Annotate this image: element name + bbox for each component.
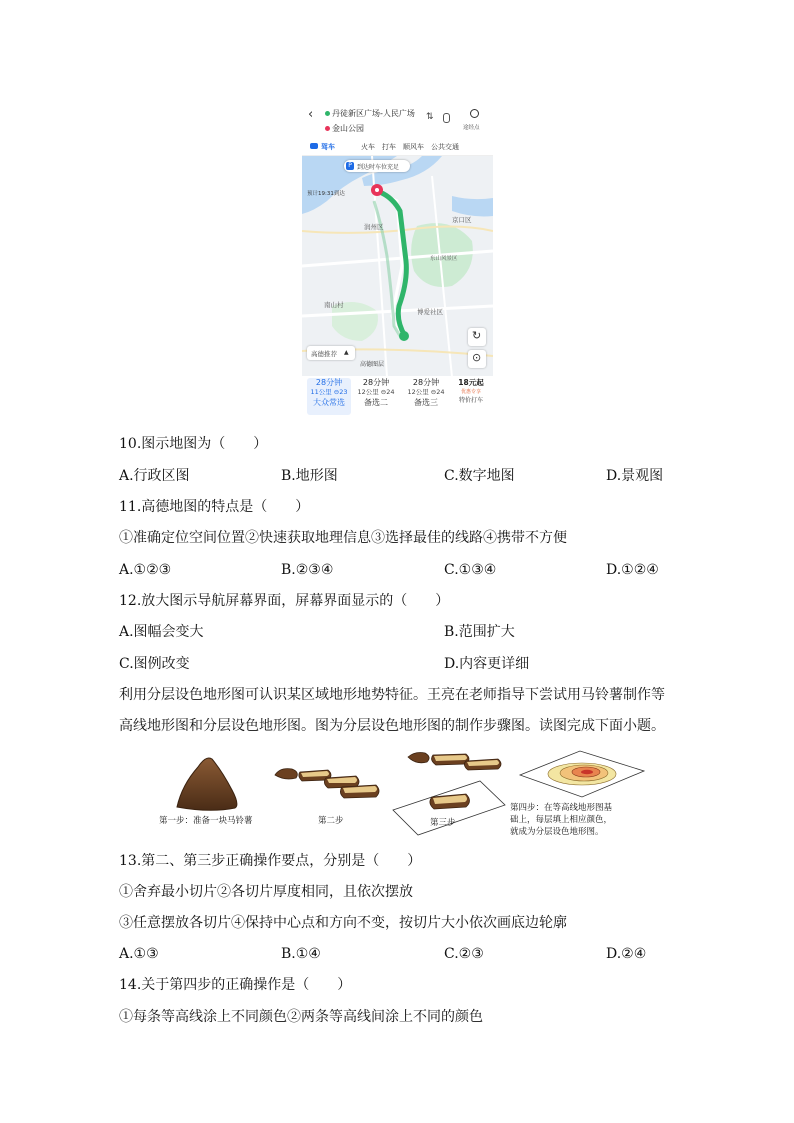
q12-option-a[interactable]: A.图幅会变大 bbox=[119, 624, 204, 640]
q11-statements: ①准确定位空间位置②快速获取地理信息③选择最佳的线路④携带不方便 bbox=[119, 530, 567, 546]
intro-line-2: 高线地形图和分层设色地形图。图为分层设色地形图的制作步骤图。读图完成下面小题。 bbox=[119, 718, 665, 734]
q11-option-c[interactable]: C.①③④ bbox=[444, 562, 497, 578]
caret-up-icon: ▲ bbox=[344, 349, 349, 356]
route-time: 28分钟 bbox=[362, 378, 390, 387]
layer-label[interactable]: 高德图层 bbox=[360, 361, 385, 368]
microphone-icon[interactable] bbox=[443, 113, 450, 123]
tab-taxi[interactable]: 打车 bbox=[382, 143, 396, 151]
step4-caption-line1: 第四步：在等高线地形图基 bbox=[510, 803, 613, 813]
recommend-label: 高德推荐 bbox=[311, 350, 337, 358]
q13-option-c[interactable]: C.②③ bbox=[444, 946, 484, 962]
route-options bbox=[302, 376, 493, 417]
map-label: 京口区 bbox=[452, 216, 472, 224]
eta-tip: 预计19:31到达 bbox=[307, 191, 345, 197]
route-time: 28分钟 bbox=[412, 378, 440, 387]
q13-stem: 13.第二、第三步正确操作要点，分别是（ ） bbox=[119, 853, 422, 869]
steps-figure bbox=[150, 745, 645, 840]
route-name: 大众常选 bbox=[313, 398, 345, 407]
route-distance: 12公里 ⊖24 bbox=[357, 388, 395, 396]
refresh-button[interactable] bbox=[468, 328, 486, 346]
q11-option-a[interactable]: A.①②③ bbox=[119, 562, 172, 578]
step4-caption-line3: 就成为分层设色地形图。 bbox=[510, 827, 604, 837]
route-distance: 11公里 ⊖23 bbox=[310, 388, 348, 396]
q12-option-d[interactable]: D.内容更详细 bbox=[444, 656, 530, 672]
q10-option-b[interactable]: B.地形图 bbox=[281, 468, 338, 484]
q12-stem: 12.放大图示导航屏幕界面，屏幕界面显示的（ ） bbox=[119, 593, 450, 609]
q10-stem: 10.图示地图为（ ） bbox=[119, 436, 268, 452]
step1-caption: 第一步：准备一块马铃薯 bbox=[159, 816, 253, 826]
route-origin[interactable]: 丹徒新区广场-人民广场 bbox=[332, 109, 415, 118]
layered-color-map bbox=[520, 751, 644, 797]
route-name: 备选二 bbox=[364, 398, 388, 407]
whole-potato bbox=[177, 758, 237, 810]
waypoint-label[interactable]: 途经点 bbox=[463, 125, 480, 131]
tab-carpool[interactable]: 顺风车 bbox=[403, 143, 424, 151]
map-label: 博爱社区 bbox=[417, 308, 443, 316]
transport-tabs bbox=[302, 139, 493, 156]
origin-dot-icon bbox=[325, 111, 330, 116]
navigation-screenshot bbox=[302, 101, 493, 417]
parking-tip[interactable] bbox=[344, 160, 410, 172]
route-time: 28分钟 bbox=[315, 378, 343, 387]
potato-slices bbox=[275, 769, 379, 798]
locate-icon: ⊙ bbox=[472, 351, 482, 364]
taxi-card[interactable] bbox=[449, 378, 493, 415]
q13-statements-1: ①舍弃最小切片②各切片厚度相同，且依次摆放 bbox=[119, 884, 413, 900]
map-label: 东山风景区 bbox=[430, 256, 458, 262]
step3-caption: 第三步 bbox=[430, 818, 456, 828]
destination-dot-icon bbox=[325, 126, 330, 131]
route-card[interactable] bbox=[354, 378, 398, 415]
q11-option-d[interactable]: D.①②④ bbox=[606, 562, 659, 578]
taxi-price: 18元起 bbox=[458, 378, 484, 387]
swap-icon[interactable]: ⇅ bbox=[426, 112, 434, 122]
map-label: 南山村 bbox=[324, 301, 344, 309]
map-label: 润州区 bbox=[364, 223, 384, 231]
taxi-promo: 优惠专享 bbox=[460, 389, 481, 395]
search-icon[interactable] bbox=[470, 109, 479, 118]
locate-button[interactable] bbox=[468, 350, 486, 368]
q13-option-b[interactable]: B.①④ bbox=[281, 946, 321, 962]
recommend-dropdown[interactable] bbox=[307, 346, 355, 360]
refresh-icon: ↻ bbox=[472, 329, 482, 342]
q12-option-b[interactable]: B.范围扩大 bbox=[444, 624, 515, 640]
tab-train[interactable]: 火车 bbox=[361, 143, 375, 151]
q13-option-d[interactable]: D.②④ bbox=[606, 946, 647, 962]
route-card[interactable] bbox=[404, 378, 448, 415]
tab-public-transit[interactable]: 公共交通 bbox=[431, 143, 459, 151]
q14-statements: ①每条等高线涂上不同颜色②两条等高线间涂上不同的颜色 bbox=[119, 1009, 483, 1025]
origin-marker bbox=[399, 331, 409, 341]
car-icon bbox=[310, 143, 318, 149]
q10-option-a[interactable]: A.行政区图 bbox=[119, 468, 190, 484]
q13-option-a[interactable]: A.①③ bbox=[119, 946, 159, 962]
tab-drive[interactable]: 驾车 bbox=[321, 143, 335, 151]
intro-line-1: 利用分层设色地形图可认识某区域地形地势特征。王亮在老师指导下尝试用马铃薯制作等 bbox=[119, 687, 665, 703]
q14-stem: 14.关于第四步的正确操作是（ ） bbox=[119, 977, 352, 993]
parking-tip-text: 到达时车位充足 bbox=[357, 164, 400, 171]
route-destination[interactable]: 金山公园 bbox=[332, 124, 364, 133]
q13-statements-2: ③任意摆放各切片④保持中心点和方向不变，按切片大小依次画底边轮廓 bbox=[119, 915, 567, 931]
route-card[interactable] bbox=[307, 378, 351, 415]
step4-caption-line2: 础上，每层填上相应颜色， bbox=[510, 815, 613, 825]
q10-option-c[interactable]: C.数字地图 bbox=[444, 468, 515, 484]
parking-icon: P bbox=[346, 162, 354, 170]
step2-caption: 第二步 bbox=[318, 816, 344, 826]
q10-option-d[interactable]: D.景观图 bbox=[606, 468, 664, 484]
back-arrow-icon[interactable]: ‹ bbox=[308, 107, 314, 122]
route-name: 备选三 bbox=[414, 398, 438, 407]
q11-option-b[interactable]: B.②③④ bbox=[281, 562, 334, 578]
q12-option-c[interactable]: C.图例改变 bbox=[119, 656, 190, 672]
q11-stem: 11.高德地图的特点是（ ） bbox=[119, 499, 310, 515]
route-header bbox=[302, 101, 493, 139]
taxi-label: 特价打车 bbox=[458, 397, 483, 404]
route-distance: 12公里 ⊖24 bbox=[407, 388, 445, 396]
